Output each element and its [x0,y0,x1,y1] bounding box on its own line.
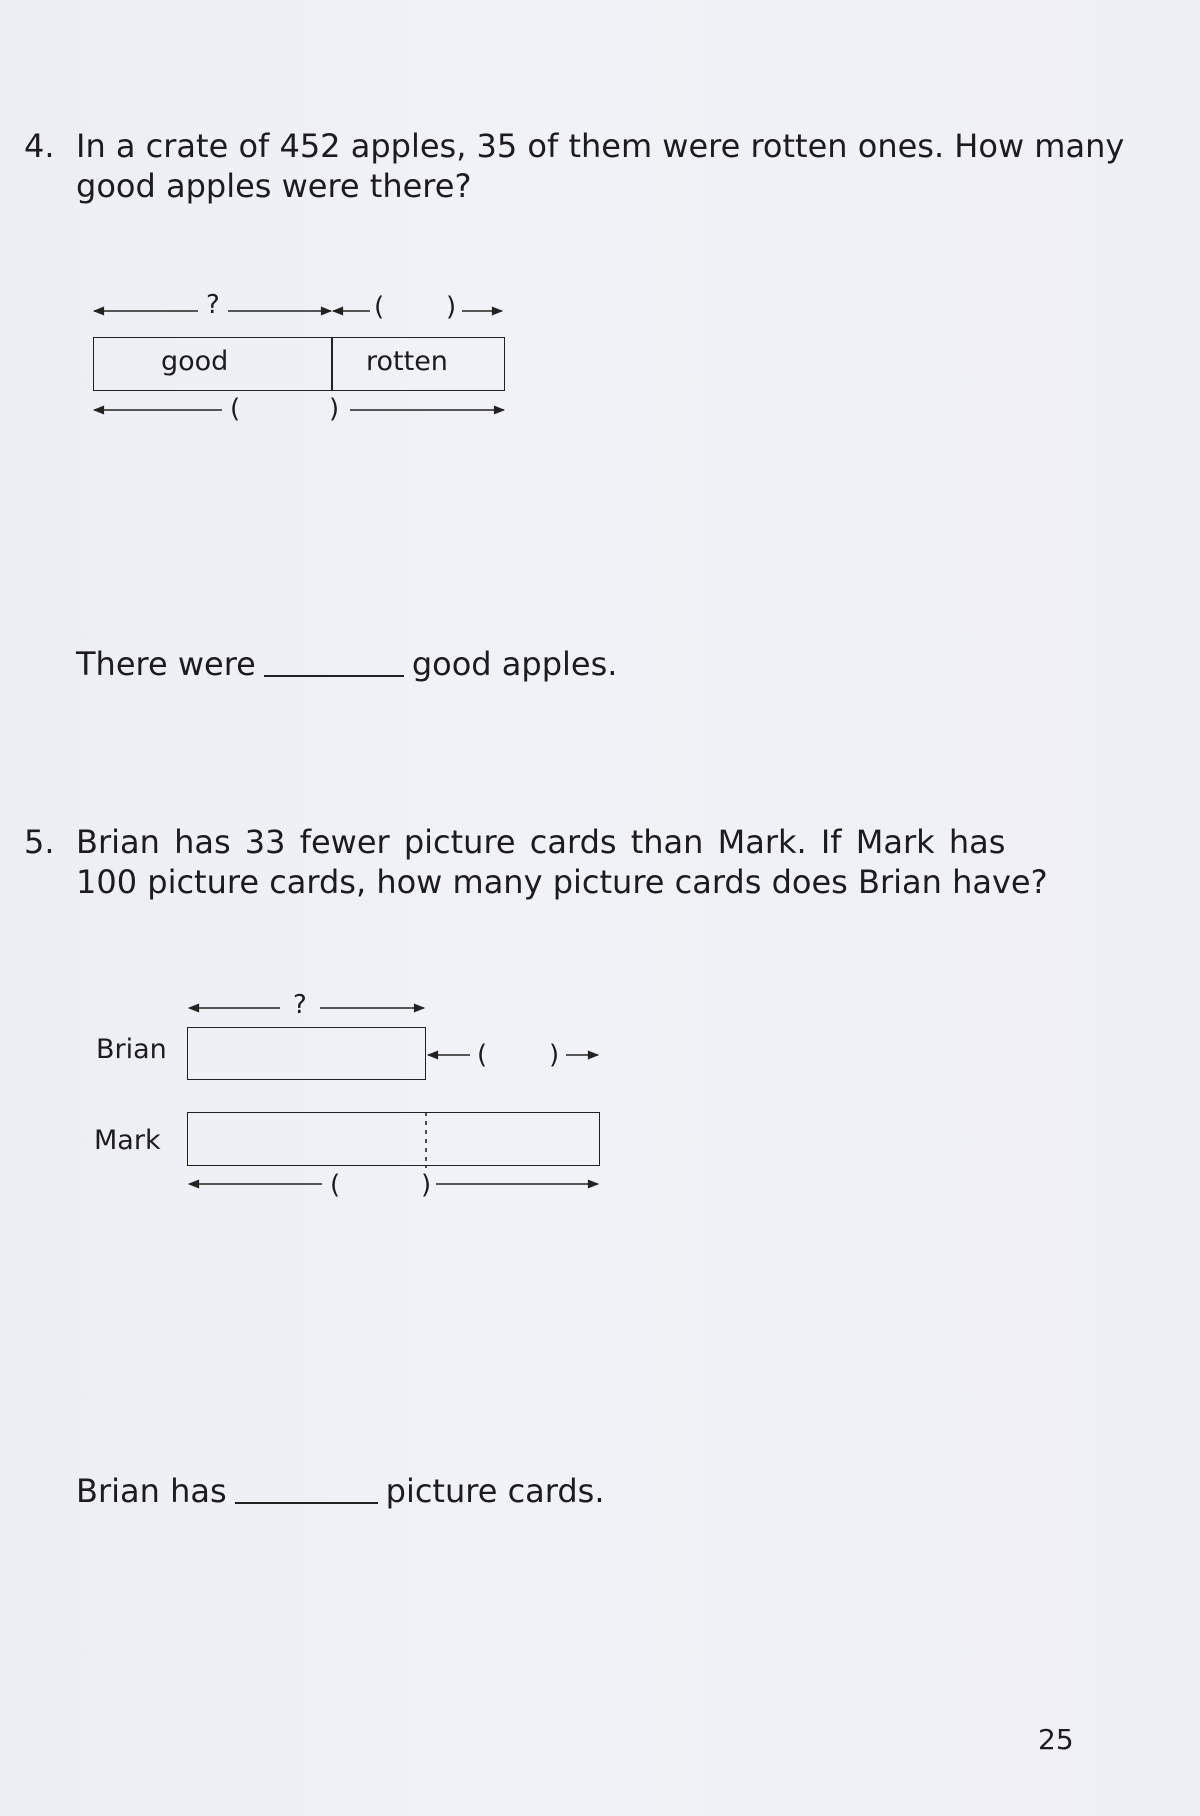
q5-mark-label: Mark [94,1125,161,1156]
q5-bottom-paren-left: ( [330,1170,341,1200]
q5-top-question-mark: ? [293,990,307,1020]
q4-rotten-label: rotten [366,346,448,377]
q5-side-paren-left: ( [477,1040,488,1070]
question-4-line-2: good apples were there? [76,167,472,205]
question-4-number: 4. [24,127,55,165]
q4-answer-prefix: There were [76,645,256,683]
question-4-line-1: In a crate of 452 apples, 35 of them were rotten ones. How many [76,127,1125,165]
q4-answer-suffix: good apples. [411,645,618,683]
q5-mark-bar [187,1112,600,1166]
q4-top-question-mark: ? [206,290,220,320]
q4-good-label: good [161,346,229,377]
q4-top-paren-left: ( [374,292,385,322]
q5-answer-blank[interactable] [235,1502,378,1504]
question-5-number: 5. [24,823,55,861]
question-5-line-2: 100 picture cards, how many picture cards does Brian have? [76,863,1048,901]
q5-answer-suffix: picture cards. [385,1472,605,1510]
q4-bottom-paren-left: ( [230,394,241,424]
q4-top-paren-right: ) [446,292,457,322]
q5-bottom-paren-right: ) [421,1170,432,1200]
q5-brian-bar [187,1027,426,1080]
q5-answer-prefix: Brian has [76,1472,227,1510]
question-5-line-1: Brian has 33 fewer picture cards than Mark. If Mark has [76,823,1006,861]
q4-answer-blank[interactable] [264,675,404,677]
question-5-answer [76,1471,605,1511]
q5-side-paren-right: ) [549,1040,560,1070]
question-4-answer [76,644,617,684]
page-number: 25 [1038,1723,1074,1756]
q5-brian-label: Brian [96,1034,167,1065]
q4-bottom-paren-right: ) [329,394,340,424]
